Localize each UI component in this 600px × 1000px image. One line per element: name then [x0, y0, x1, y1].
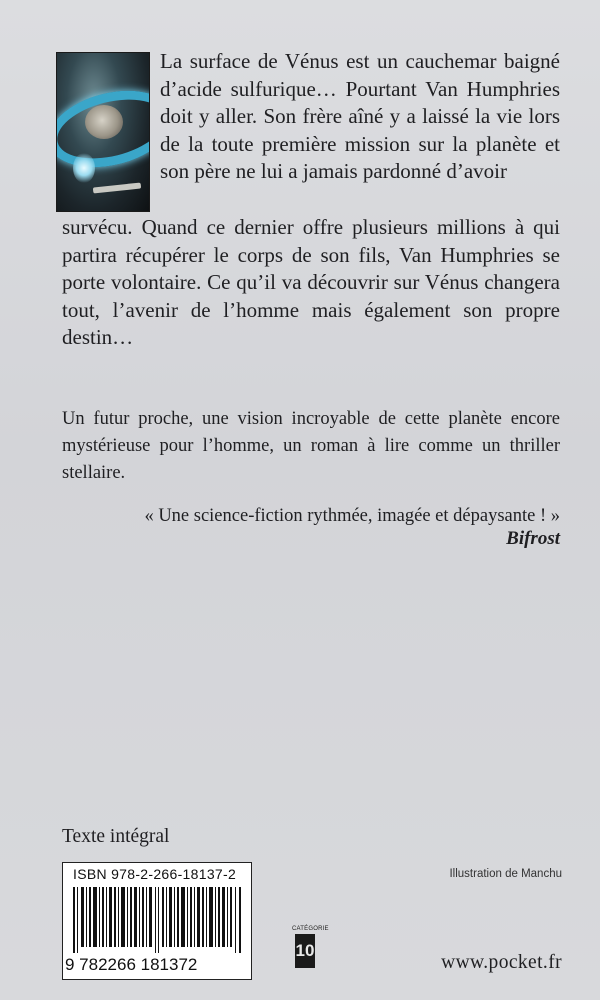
pitch-paragraph: Un futur proche, une vision incroyable de cette planète encore mystérieuse pour l’homme, un roman à lire comme un thriller stellaire. [62, 409, 560, 483]
isbn-label: ISBN 978-2-266-18137-2 [73, 866, 237, 882]
illustration-credit: Illustration de Manchu [449, 868, 562, 880]
edition-note: Texte intégral [62, 826, 170, 847]
barcode-icon [73, 887, 243, 953]
thumbnail-core-shape [85, 105, 123, 139]
publisher-website: www.pocket.fr [441, 952, 562, 973]
isbn-barcode-block [62, 862, 252, 980]
thumbnail-debris-shape [93, 183, 141, 194]
thumbnail-glow-shape [73, 153, 95, 183]
category-value: 10 [295, 934, 315, 968]
category-logo [292, 926, 329, 976]
review-source: Bifrost [506, 528, 560, 549]
synopsis-text: La surface de Vénus est un cauchemar baigné d’acide sulfurique… Pourtant Van Humphries doit y aller. Son frère aîné y a laissé la vie lors de la toute première mission sur la planète et son père ne lui a jamais pardonné d’avoir [160, 49, 560, 184]
cover-illustration-thumbnail [56, 52, 150, 212]
review-quote: « Une science-fiction rythmée, imagée et dépaysante ! » [144, 506, 560, 526]
category-label: CATÉGORIE [292, 926, 329, 932]
synopsis-continued-text: survécu. Quand ce dernier offre plusieurs millions à qui partira récupérer le corps de son fils, Van Humphries se porte volontaire. Ce qu’il va découvrir sur Vénus changera tout, l’avenir de l’homme mais également son propre destin… [62, 215, 560, 350]
barcode-digits: 9 782266 181372 [65, 955, 198, 974]
